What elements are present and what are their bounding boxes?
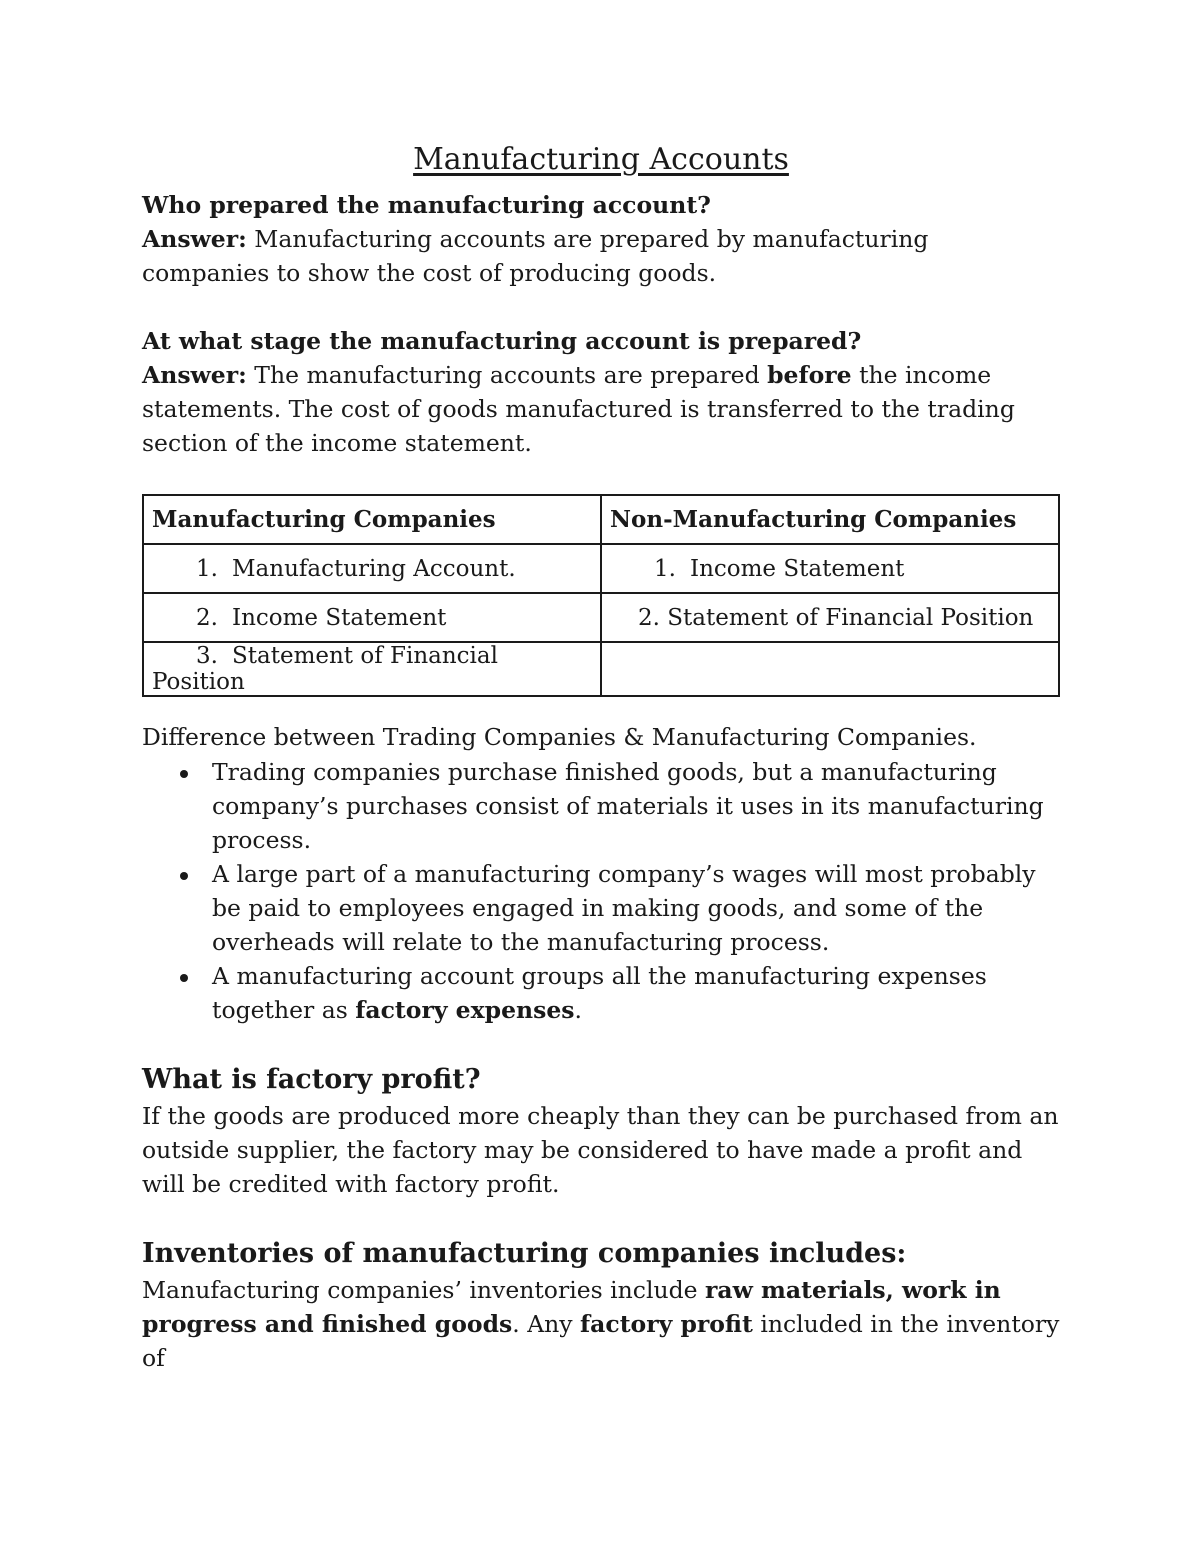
list-item-text: A manufacturing account groups all the manufacturing expenses together as	[212, 962, 987, 1024]
list-number: 2.	[196, 604, 218, 631]
answer-what-stage	[142, 358, 1060, 460]
list-number: 1.	[654, 555, 676, 582]
list-number: 3.	[196, 643, 218, 669]
inventories-heading: Inventories of manufacturing companies includes:	[142, 1238, 907, 1269]
table-header-non-manufacturing: Non-Manufacturing Companies	[601, 495, 1059, 544]
cell-text: Manufacturing Account.	[232, 555, 516, 582]
difference-list	[142, 755, 1060, 1027]
page-title: Manufacturing Accounts	[413, 142, 789, 177]
factory-profit-heading: What is factory profit?	[142, 1064, 481, 1095]
inventories-bold-items: raw materials, work in progress and finished goods	[142, 1276, 1001, 1338]
list-item-text: .	[574, 996, 582, 1024]
table-row	[143, 544, 1059, 593]
bullet-icon	[180, 770, 188, 778]
list-item-bold: factory expenses	[355, 996, 575, 1024]
question-what-stage: At what stage the manufacturing account is prepared?	[142, 327, 862, 355]
list-item	[142, 959, 1060, 1027]
question-who-prepared: Who prepared the manufacturing account?	[142, 191, 711, 219]
inventories-bold-factory-profit: factory profit	[580, 1310, 753, 1338]
bullet-icon	[180, 872, 188, 880]
table-cell	[601, 544, 1059, 593]
answer-text-post: the income statements. The cost of goods manufactured is transferred to the trading section of the income statement.	[142, 361, 1015, 457]
answer-label: Answer:	[142, 225, 247, 253]
answer-text: Manufacturing accounts are prepared by manufacturing companies to show the cost of producing goods.	[142, 225, 929, 287]
list-item-text: Trading companies purchase finished goods, but a manufacturing company’s purchases consist of materials it uses in its manufacturing process.	[212, 758, 1044, 854]
factory-profit-text: If the goods are produced more cheaply than they can be purchased from an outside supplier, the factory may be considered to have made a profit and will be credited with factory profit.	[142, 1102, 1059, 1198]
table-cell	[601, 593, 1059, 642]
answer-label: Answer:	[142, 361, 247, 389]
inventories-text	[142, 1273, 1060, 1375]
cell-text: Income Statement	[232, 604, 447, 631]
inventories-text-mid: . Any	[512, 1310, 581, 1338]
table-cell	[143, 642, 601, 696]
cell-text: Statement of Financial Position	[152, 643, 498, 695]
list-item	[142, 857, 1060, 959]
table-header-row	[143, 495, 1059, 544]
document-page	[142, 138, 1060, 1375]
answer-who-prepared	[142, 222, 1060, 290]
table-row	[143, 593, 1059, 642]
inventories-text-post: included in the inventory of	[142, 1310, 1060, 1372]
bullet-icon	[180, 974, 188, 982]
list-number: 1.	[196, 555, 218, 582]
answer-text-pre: The manufacturing accounts are prepared	[246, 361, 768, 389]
difference-heading: Difference between Trading Companies & Manufacturing Companies.	[142, 723, 977, 751]
answer-text-bold: before	[767, 361, 852, 389]
inventories-text-pre: Manufacturing companies’ inventories include	[142, 1276, 706, 1304]
table-cell	[143, 544, 601, 593]
table-cell-empty	[601, 642, 1059, 696]
table-row	[143, 642, 1059, 696]
cell-text: 2. Statement of Financial Position	[638, 604, 1034, 631]
cell-text: Income Statement	[690, 555, 905, 582]
table-cell	[143, 593, 601, 642]
comparison-table	[142, 494, 1060, 697]
list-item-text: A large part of a manufacturing company’s wages will most probably be paid to employees engaged in making goods, and some of the overheads will relate to the manufacturing process.	[212, 860, 1036, 956]
list-item	[142, 755, 1060, 857]
table-header-manufacturing: Manufacturing Companies	[143, 495, 601, 544]
